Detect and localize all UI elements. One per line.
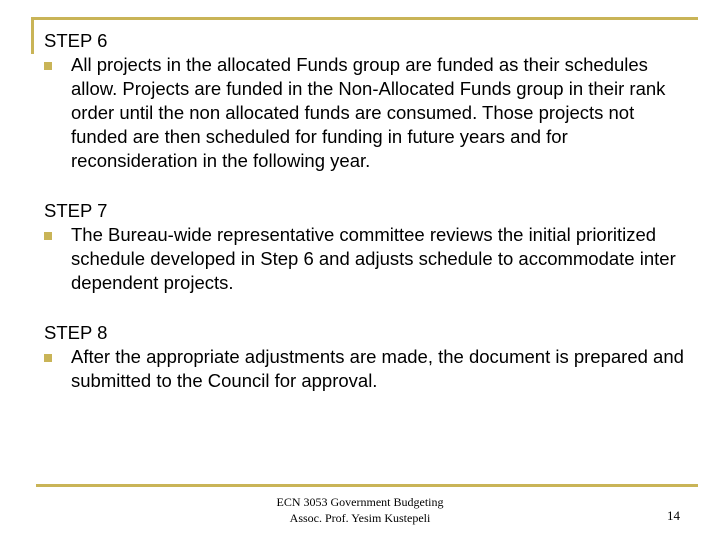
step-7-section [44,199,684,295]
footer-course: ECN 3053 Government Budgeting [276,495,444,509]
slide-content [44,29,684,393]
top-border-line [31,17,698,20]
square-bullet-icon [44,232,52,240]
footer-author: Assoc. Prof. Yesim Kustepeli [289,511,431,525]
page-number: 14 [667,508,680,523]
step-8-title: STEP 8 [44,322,108,343]
step-7-text: The Bureau-wide representative committee reviews the initial prioritized schedule developed in Step 6 and adjusts schedule to accommodate inter dependent projects. [71,224,676,293]
square-bullet-icon [44,354,52,362]
square-bullet-icon [44,62,52,70]
step-8-section [44,321,684,393]
step-6-bullet [44,53,684,173]
step-6-title: STEP 6 [44,30,108,51]
step-6-text: All projects in the allocated Funds group are funded as their schedules allow. Projects are funded in the Non-Allocated Funds group in their rank order until the non allocated funds are consumed. Those projects not funded are then scheduled for funding in future years and for reconsideration in the following year. [71,54,666,171]
step-8-bullet [44,345,684,393]
step-7-bullet [44,223,684,295]
left-border-line [31,17,34,54]
bottom-border-line [36,484,698,487]
footer [200,494,520,526]
step-6-section [44,29,684,173]
step-7-title: STEP 7 [44,200,108,221]
step-8-text: After the appropriate adjustments are made, the document is prepared and submitted to the Council for approval. [71,346,684,391]
